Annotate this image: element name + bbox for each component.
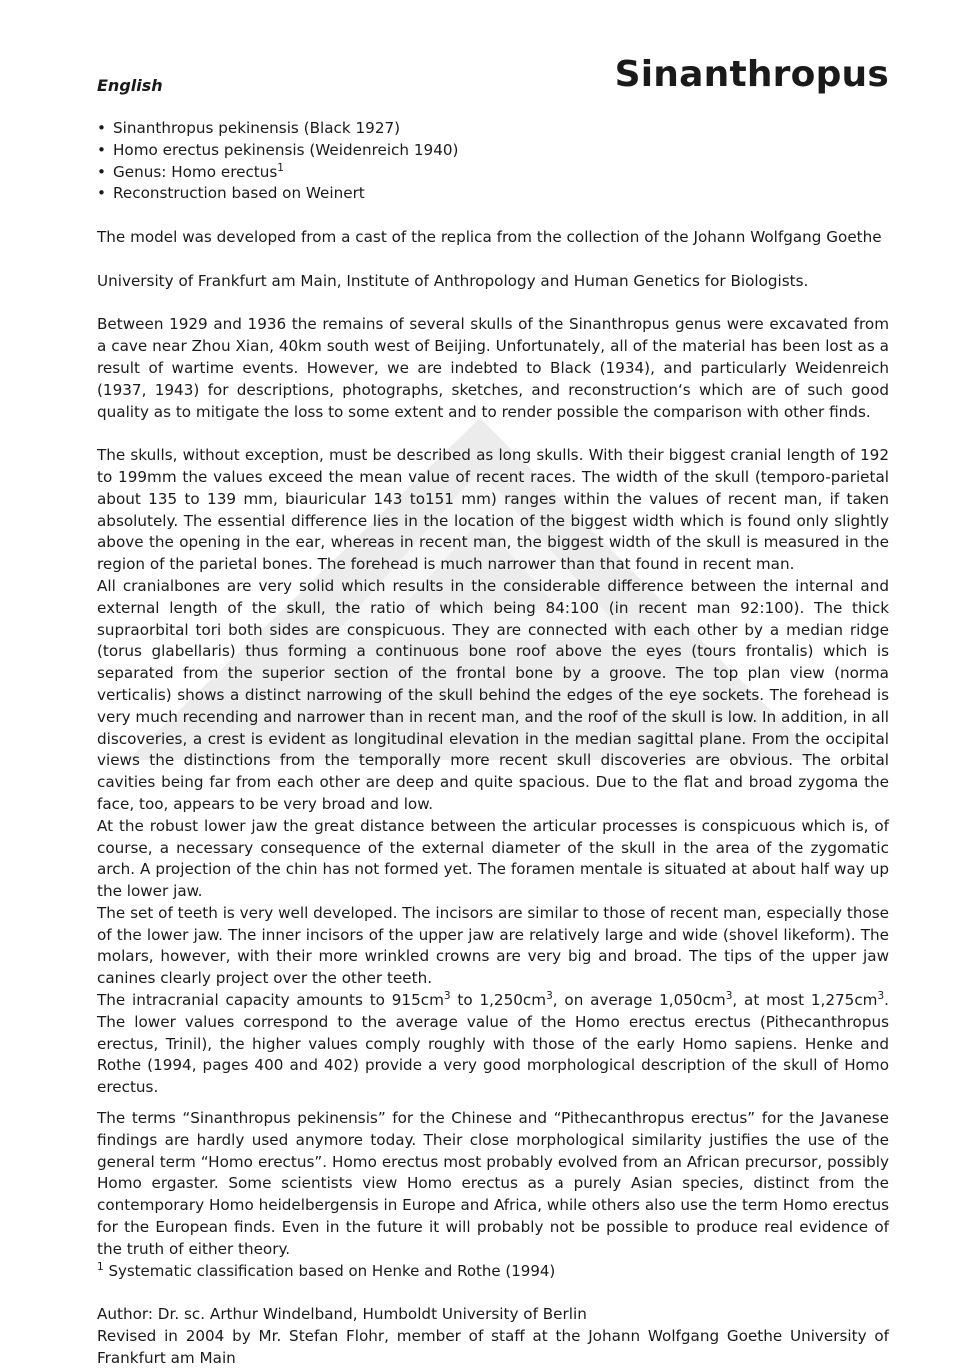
author-credit: Author: Dr. sc. Arthur Windelband, Humboldt University of Berlin bbox=[97, 1305, 587, 1324]
paragraph-history: Between 1929 and 1936 the remains of several skulls of the Sinanthropus genus were excavated from a cave near Zhou Xian, 40km south west of Beijing. Unfortunately, all of the material has been lost as a result of wartime events. However, we are indebted to Black (1934), and particularly Weidenreich (1937, 1943) for descriptions, photographs, sketches, and reconstruction‘s which are of such good quality as to mitigate the loss to some extent and to render possible the comparison with other finds. bbox=[97, 315, 889, 421]
paragraph-cranial-bones: All cranialbones are very solid which results in the considerable difference between the internal and external length of the skull, the ratio of which being 84:100 (in recent man 92:100). The thick supraorbital tori both sides are conspicuous. They are connected with each other by a median ridge (torus glabellaris) thus forming a continuous bone roof above the eyes (tours frontalis) which is separated from the superior section of the frontal bone by a groove. The top plan view (norma verticalis) shows a distinct narrowing of the skull behind the edges of the eye sockets. The forehead is very much recending and narrower than in recent man, and the roof of the skull is low. In addition, in all discoveries, a crest is evident as longitudinal elevation in the median sagittal plane. From the occipital views the distinctions from the temporally more recent skull discoveries are obvious. The orbital cavities being far from each other are deep and quite spacious. Due to the flat and broad zygoma the face, too, appears to be very broad and low. bbox=[97, 576, 889, 813]
list-item: • Genus: Homo erectus$^1$ bbox=[97, 162, 889, 184]
paragraph-capacity: The intracranial capacity amounts to $915cm^3$ to $1,250cm^3$, on average $1,050cm^3$, at most $1,275cm^3$. The lower values correspond to the average value of the Homo erectus erectus (Pithecanthropus erectus, Trinil), the higher values comply roughly with those of the early Homo sapiens. Henke and Rothe (1994, pages 400 and 402) provide a very good morphological description of the skull of Homo erectus. bbox=[97, 990, 889, 1097]
paragraph-origin: The model was developed from a cast of the replica from the collection of the Johann Wolfgang Goethe bbox=[97, 228, 882, 247]
footnote: $^1$ Systematic classification based on Henke and Rothe (1994) bbox=[97, 1260, 556, 1280]
list-item: • Homo erectus pekinensis (Weidenreich 1940) bbox=[97, 140, 889, 162]
list-item: • Reconstruction based on Weinert bbox=[97, 183, 889, 205]
paragraph-institute: University of Frankfurt am Main, Institute of Anthropology and Human Genetics for Biologists. bbox=[97, 271, 809, 290]
paragraph-terminology: The terms “Sinanthropus pekinensis” for the Chinese and “Pithecanthropus erectus” for the Javanese findings are hardly used anymore today. Their close morphological similarity justifies the use of the general term “Homo erectus”. Homo erectus most probably evolved from an African precursor, possibly Homo ergaster. Some scientists view Homo erectus as a purely Asian species, distinct from the contemporary Homo heidelbergensis in Europe and Africa, while others also use the term Homo erectus for the European finds. Even in the future it will probably not be possible to produce real evidence of the truth of either theory. bbox=[97, 1109, 889, 1258]
paragraph-skull-shape: The skulls, without exception, must be described as long skulls. With their biggest cranial length of 192 to 199mm the values exceed the mean value of recent races. The width of the skull (temporo-parietal about 135 to 139 mm, biauricular 143 to151 mm) ranges within the values of recent man, if taken absolutely. The essential difference lies in the location of the biggest width which is found only slightly above the opening in the ear, whereas in recent man, the biggest width of the skull is measured in the region of the parietal bones. The forehead is much narrower than that found in recent man. bbox=[97, 446, 889, 574]
paragraph-lower-jaw: At the robust lower jaw the great distance between the articular processes is conspicuous which is, of course, a necessary consequence of the external diameter of the skull in the area of the zygomatic arch. A projection of the chin has not formed yet. The foramen mentale is situated at about half way up the lower jaw. bbox=[97, 816, 889, 901]
paragraph-teeth: The set of teeth is very well developed. The incisors are similar to those of recent man, especially those of the lower jaw. The inner incisors of the upper jaw are relatively large and wide (shovel likeform). The molars, however, with their more wrinkled crowns are very big and broad. The tips of the upper jaw canines clearly project over the other teeth. bbox=[97, 903, 889, 988]
classification-list bbox=[97, 118, 889, 205]
page-title: Sinanthropus bbox=[614, 54, 889, 95]
language-label: English bbox=[97, 76, 163, 95]
revision-credit: Revised in 2004 by Mr. Stefan Flohr, member of staff at the Johann Wolfgang Goethe University of Frankfurt am Main bbox=[97, 1327, 889, 1367]
footnote-ref: 1 bbox=[277, 161, 284, 174]
list-item: • Sinanthropus pekinensis (Black 1927) bbox=[97, 118, 889, 140]
document-body bbox=[97, 118, 889, 1370]
